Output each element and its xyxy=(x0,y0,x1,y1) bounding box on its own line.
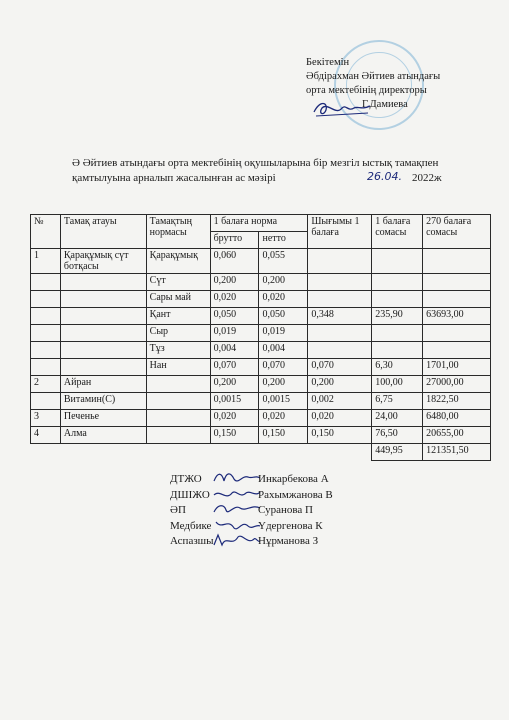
title-line-2: қамтылуына арналып жасалынған ас мәзірі xyxy=(72,172,276,184)
cell-brutto: 0,019 xyxy=(210,325,259,342)
cell-yield xyxy=(308,274,372,291)
cell-norm: Қарақұмық xyxy=(146,249,210,274)
cell-netto: 0,019 xyxy=(259,325,308,342)
cell-food: Алма xyxy=(60,427,146,444)
staff-name: Рахымжанова В xyxy=(258,488,333,501)
header-yield: Шығымы 1 балаға xyxy=(308,215,372,249)
cell-num xyxy=(31,393,61,410)
table-row xyxy=(31,376,491,393)
table-row xyxy=(31,393,491,410)
cell-food: Қарақұмық сүт ботқасы xyxy=(60,249,146,274)
staff-role: Аспазшы xyxy=(170,535,214,547)
header-number: № xyxy=(31,215,61,249)
cell-yield xyxy=(308,291,372,308)
staff-role: ДТЖО xyxy=(170,473,202,485)
cell-norm: Қант xyxy=(146,308,210,325)
cell-num: 2 xyxy=(31,376,61,393)
total-sum-270: 121351,50 xyxy=(423,444,491,461)
cell-sum270: 20655,00 xyxy=(423,427,491,444)
staff-role: ДШІЖО xyxy=(170,488,210,501)
cell-norm: Сүт xyxy=(146,274,210,291)
table-row xyxy=(31,291,491,308)
cell-norm: Тұз xyxy=(146,342,210,359)
cell-yield: 0,020 xyxy=(308,410,372,427)
cell-netto: 0,070 xyxy=(259,359,308,376)
cell-num xyxy=(31,291,61,308)
cell-food xyxy=(60,291,146,308)
cell-sum1 xyxy=(372,274,423,291)
staff-role: ӘП xyxy=(170,504,186,516)
cell-yield: 0,002 xyxy=(308,393,372,410)
staff-role: Медбике xyxy=(170,519,212,532)
cell-netto: 0,050 xyxy=(259,308,308,325)
cell-sum270 xyxy=(423,249,491,274)
cell-num: 3 xyxy=(31,410,61,427)
table-row xyxy=(31,410,491,427)
staff-row xyxy=(170,488,430,504)
cell-num: 4 xyxy=(31,427,61,444)
approval-line-3: орта мектебінің директоры xyxy=(306,85,427,96)
cell-yield: 0,070 xyxy=(308,359,372,376)
cell-netto: 0,200 xyxy=(259,376,308,393)
cell-sum1: 24,00 xyxy=(372,410,423,427)
cell-norm: Сары май xyxy=(146,291,210,308)
cell-food xyxy=(60,359,146,376)
date-year: 2022ж xyxy=(412,172,442,184)
cell-brutto: 0,060 xyxy=(210,249,259,274)
cell-num: 1 xyxy=(31,249,61,274)
cell-sum1: 6,75 xyxy=(372,393,423,410)
cell-netto: 0,200 xyxy=(259,274,308,291)
approval-line-4: Г.Дамиева xyxy=(362,99,408,110)
header-food-name: Тамақ атауы xyxy=(60,215,146,249)
table-row xyxy=(31,274,491,291)
cell-food: Витамин(С) xyxy=(60,393,146,410)
cell-sum1 xyxy=(372,325,423,342)
cell-brutto: 0,070 xyxy=(210,359,259,376)
cell-sum270: 6480,00 xyxy=(423,410,491,427)
cell-yield xyxy=(308,342,372,359)
cell-norm xyxy=(146,410,210,427)
cell-num xyxy=(31,325,61,342)
cell-brutto: 0,020 xyxy=(210,410,259,427)
staff-signatures xyxy=(170,472,430,550)
totals-row xyxy=(31,444,491,461)
staff-row xyxy=(170,534,430,550)
cell-netto: 0,150 xyxy=(259,427,308,444)
approval-line-1: Бекітемін xyxy=(306,57,350,68)
cell-norm xyxy=(146,427,210,444)
cell-num xyxy=(31,342,61,359)
staff-row xyxy=(170,472,430,488)
cell-num xyxy=(31,308,61,325)
header-sum-one: 1 балаға сомасы xyxy=(372,215,423,249)
cell-sum1 xyxy=(372,291,423,308)
cell-sum270 xyxy=(423,325,491,342)
menu-table xyxy=(30,214,491,461)
header-sum-270: 270 балаға сомасы xyxy=(423,215,491,249)
cell-food: Айран xyxy=(60,376,146,393)
staff-name: Инкарбекова А xyxy=(258,473,329,485)
cell-sum1: 76,50 xyxy=(372,427,423,444)
header-per-child-norm: 1 балаға норма xyxy=(210,215,308,232)
cell-food xyxy=(60,342,146,359)
cell-sum1: 235,90 xyxy=(372,308,423,325)
header-netto: нетто xyxy=(259,232,308,249)
cell-sum1: 100,00 xyxy=(372,376,423,393)
table-row xyxy=(31,342,491,359)
cell-netto: 0,020 xyxy=(259,291,308,308)
cell-sum1 xyxy=(372,249,423,274)
staff-row xyxy=(170,519,430,535)
cell-food xyxy=(60,325,146,342)
total-sum-one: 449,95 xyxy=(372,444,423,461)
cell-norm: Сыр xyxy=(146,325,210,342)
cell-brutto: 0,050 xyxy=(210,308,259,325)
cell-brutto: 0,0015 xyxy=(210,393,259,410)
cell-norm: Нан xyxy=(146,359,210,376)
menu-table-body xyxy=(31,249,491,444)
cell-netto: 0,004 xyxy=(259,342,308,359)
cell-food xyxy=(60,308,146,325)
cell-sum270: 63693,00 xyxy=(423,308,491,325)
director-signature xyxy=(312,98,372,120)
cell-sum270 xyxy=(423,342,491,359)
cell-yield: 0,150 xyxy=(308,427,372,444)
cell-sum270: 1701,00 xyxy=(423,359,491,376)
staff-row xyxy=(170,503,430,519)
staff-name: Нұрманова З xyxy=(258,535,319,547)
cell-food: Печенье xyxy=(60,410,146,427)
header-food-norm: Тамақтың нормасы xyxy=(146,215,210,249)
staff-name: Суранова П xyxy=(258,504,313,516)
cell-netto: 0,020 xyxy=(259,410,308,427)
table-row xyxy=(31,427,491,444)
cell-brutto: 0,004 xyxy=(210,342,259,359)
totals-spacer xyxy=(31,444,372,461)
title-line-1: Ә Әйтиев атындағы орта мектебінің оқушыларына бір мезгіл ыстық тамақпен xyxy=(72,157,439,169)
cell-food xyxy=(60,274,146,291)
cell-yield xyxy=(308,249,372,274)
table-row xyxy=(31,249,491,274)
menu-title xyxy=(72,156,492,186)
cell-netto: 0,055 xyxy=(259,249,308,274)
cell-netto: 0,0015 xyxy=(259,393,308,410)
header-brutto: брутто xyxy=(210,232,259,249)
staff-name: Үдергенова К xyxy=(258,519,323,532)
cell-brutto: 0,200 xyxy=(210,376,259,393)
cell-num xyxy=(31,359,61,376)
cell-norm xyxy=(146,393,210,410)
cell-sum270: 1822,50 xyxy=(423,393,491,410)
title-line-2-row xyxy=(72,171,492,186)
cell-sum270: 27000,00 xyxy=(423,376,491,393)
cell-sum270 xyxy=(423,274,491,291)
table-row xyxy=(31,308,491,325)
cell-sum1 xyxy=(372,342,423,359)
table-row xyxy=(31,325,491,342)
cell-sum1: 6,30 xyxy=(372,359,423,376)
cell-yield: 0,348 xyxy=(308,308,372,325)
handwritten-date: 26.04. xyxy=(367,170,402,183)
cell-norm xyxy=(146,376,210,393)
staff-signature xyxy=(212,531,262,549)
cell-num xyxy=(31,274,61,291)
cell-brutto: 0,200 xyxy=(210,274,259,291)
cell-yield xyxy=(308,325,372,342)
cell-brutto: 0,150 xyxy=(210,427,259,444)
cell-sum270 xyxy=(423,291,491,308)
approval-line-2: Әбдірахман Әйтиев атындағы xyxy=(306,71,441,82)
cell-brutto: 0,020 xyxy=(210,291,259,308)
table-row xyxy=(31,359,491,376)
cell-yield: 0,200 xyxy=(308,376,372,393)
